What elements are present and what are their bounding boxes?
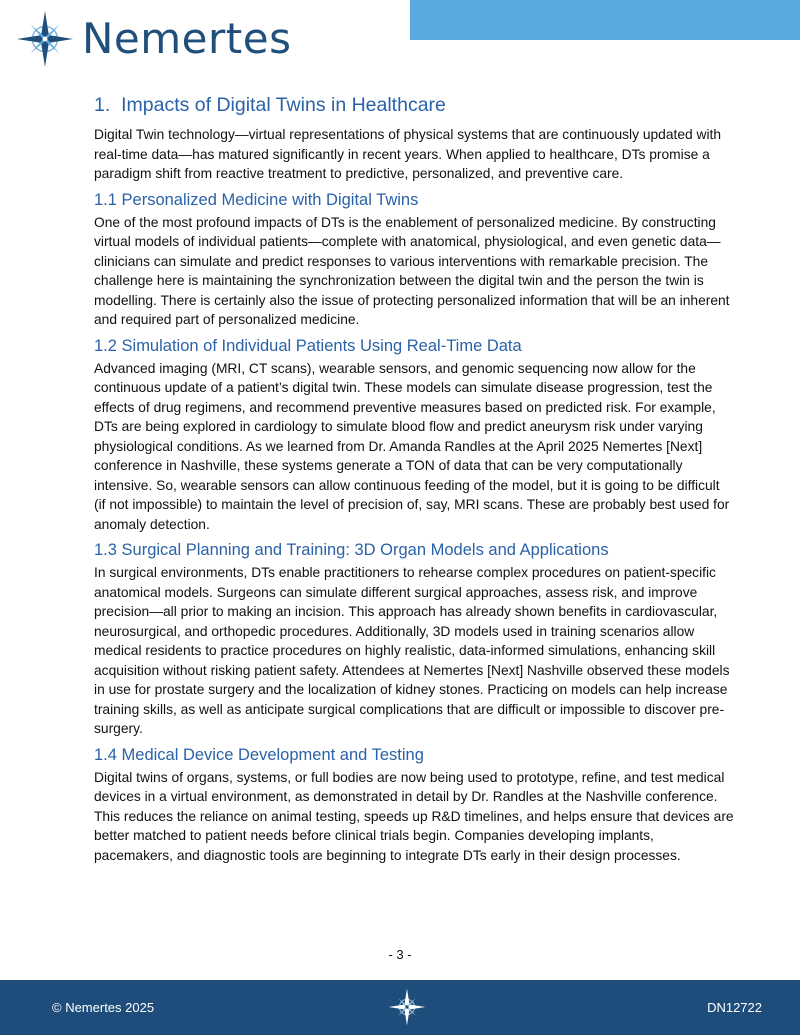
subsection-title-surgical-planning: 1.3 Surgical Planning and Training: 3D Organ Models and Applications: [94, 541, 609, 559]
logo-wordmark: Nemertes: [82, 14, 292, 63]
subsection-title-device-development: 1.4 Medical Device Development and Testing: [94, 745, 424, 764]
compass-star-icon: [388, 988, 426, 1031]
footer-copyright: © Nemertes 2025: [52, 1000, 155, 1015]
subsection-title-personalized-medicine: 1.1 Personalized Medicine with Digital Twins: [94, 190, 419, 209]
subsection-body-personalized-medicine: One of the most profound impacts of DTs is the enablement of personalized medicine. By constructing virtual models of individual patients—complete with anatomical, physiological, and even genetic data—clinicians can simulate and predict responses to various interventions with remarkable precision. The challenge here is maintaining the synchronization between the digital twin and the person the twin is modelling. There is certainly also the issue of protecting personalized information that will be an inherent and required part of personalized medicine.: [94, 214, 730, 327]
page-footer: [0, 980, 800, 1035]
intro-paragraph: Digital Twin technology—virtual representations of physical systems that are continuously updated with real-time data—has matured significantly in recent years. When applied to healthcare, DTs promise a paradigm shift from reactive treatment to predictive, personalized, and preventive care.: [94, 127, 722, 181]
header-accent-band: [410, 0, 800, 40]
nemertes-logo: [16, 8, 291, 70]
compass-star-icon: [16, 10, 74, 68]
page-number: - 3 -: [388, 947, 412, 962]
subsection-title-simulation: 1.2 Simulation of Individual Patients Using Real-Time Data: [94, 336, 522, 355]
document-body: [94, 94, 734, 871]
footer-document-id: DN12722: [707, 1000, 762, 1015]
section-heading: 1. Impacts of Digital Twins in Healthcare: [94, 94, 446, 116]
subsection-body-device-development: Digital twins of organs, systems, or full bodies are now being used to prototype, refine, and test medical devices in a virtual environment, as demonstrated in detail by Dr. Randles at the Nashville conference. This reduces the reliance on animal testing, speeds up R&D timelines, and helps ensure that devices are better matched to patient needs before clinical trials begin. Companies developing implants, pacemakers, and diagnostic tools are beginning to integrate DTs early in their design processes.: [94, 769, 734, 863]
subsection-body-simulation: Advanced imaging (MRI, CT scans), wearable sensors, and genomic sequencing now allow for the continuous update of a patient’s digital twin. These models can simulate disease progression, test the effects of drug regimens, and recommend preventive measures based on predicted risk. For example, DTs are being explored in cardiology to simulate blood flow and predict aneurysm risk under varying physiological conditions. As we learned from Dr. Amanda Randles at the April 2025 Nemertes [Next] conference in Nashville, these systems generate a TON of data that can be very computationally intensive. So, wearable sensors can allow continuous feeding of the model, but it is going to be difficult (if not impossible) to maintain the level of precision of, say, MRI scans. These are probably best used for anomaly detection.: [94, 360, 730, 532]
subsection-body-surgical-planning: In surgical environments, DTs enable practitioners to rehearse complex procedures on patient-specific anatomical models. Surgeons can simulate different surgical approaches, assess risk, and improve precision—all prior to making an incision. This approach has already shown benefits in cardiovascular, neurosurgical, and orthopedic procedures. Additionally, 3D models used in training scenarios allow medical residents to practice procedures on highly realistic, data-informed simulations, enhancing skill acquisition without risking patient safety. Attendees at Nemertes [Next] Nashville observed these models in use for prostate surgery and the localization of kidney stones. Practicing on models can help increase training skills, as well as anticipate surgical complications that are difficult or impossible to discover pre-surgery.: [94, 565, 730, 736]
